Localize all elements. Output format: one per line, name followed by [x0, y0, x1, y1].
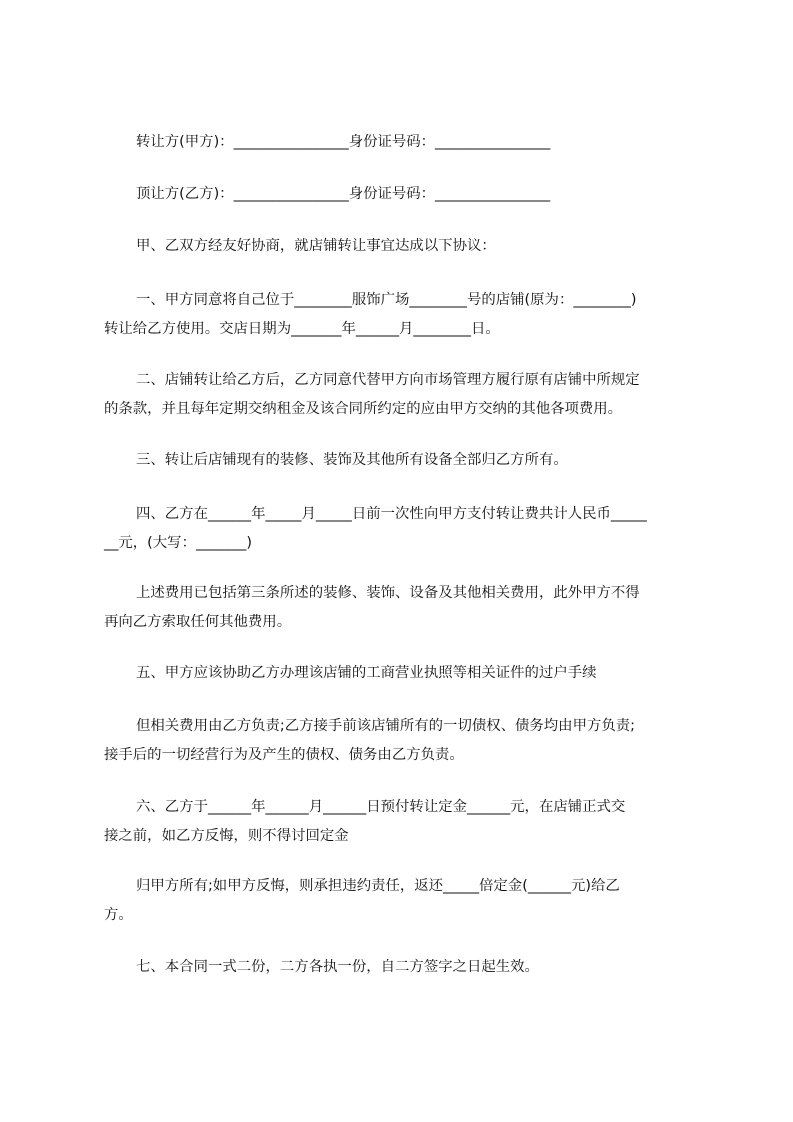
text-line: 六、乙方于______年______月______日预付转让定金______元，在店铺正式交: [136, 799, 626, 815]
clause-3: [104, 446, 702, 475]
clause-2: [104, 366, 702, 424]
clause-6: [104, 793, 702, 851]
clause-6-note: [104, 872, 702, 930]
text-line: __元，(大写：_______): [104, 535, 252, 551]
text-line: 顶让方(乙方)：________________身份证号码：________________: [136, 186, 551, 202]
text-line: 上述费用已包括第三条所述的装修、装饰、设备及其他相关费用，此外甲方不得: [136, 585, 640, 601]
text-line: 再向乙方索取任何其他费用。: [104, 614, 292, 630]
clause-4-note: [104, 579, 702, 637]
text-line: 一、甲方同意将自己位于________服饰广场________号的店铺(原为：________): [136, 292, 637, 308]
clause-5-note: [104, 712, 702, 770]
text-line: 接手后的一切经营行为及产生的债权、债务由乙方负责。: [104, 747, 464, 763]
text-line: 接之前，如乙方反悔，则不得讨回定金: [104, 828, 349, 844]
text-line: 但相关费用由乙方负责;乙方接手前该店铺所有的一切债权、债务均由甲方负责;: [136, 718, 635, 734]
agreement-intro: [104, 232, 702, 261]
text-line: 五、甲方应该协助乙方办理该店铺的工商营业执照等相关证件的过户手续: [136, 665, 597, 681]
clause-1: [104, 286, 702, 344]
text-line: 归甲方所有;如甲方反悔，则承担违约责任，返还_____倍定金(______元)给乙: [136, 878, 620, 894]
text-line: 方。: [104, 907, 133, 923]
text-line: 四、乙方在______年_____月_____日前一次性向甲方支付转让费共计人民币_____: [136, 506, 647, 522]
text-line: 转让给乙方使用。交店日期为_______年______月________日。: [104, 321, 500, 337]
transferee-line: [104, 180, 702, 209]
clause-5: [104, 659, 702, 688]
text-line: 甲、乙双方经友好协商，就店铺转让事宜达成以下协议：: [136, 238, 496, 254]
text-line: 的条款，并且每年定期交纳租金及该合同所约定的应由甲方交纳的其他各项费用。: [104, 401, 623, 417]
clause-7: [104, 953, 702, 982]
text-line: 三、转让后店铺现有的装修、装饰及其他所有设备全部归乙方所有。: [136, 452, 568, 468]
clause-4: [104, 500, 702, 558]
transferor-line: [104, 128, 702, 157]
text-line: 二、店铺转让给乙方后，乙方同意代替甲方向市场管理方履行原有店铺中所规定: [136, 372, 640, 388]
text-line: 七、本合同一式二份，二方各执一份，自二方签字之日起生效。: [136, 959, 539, 975]
text-line: 转让方(甲方)：________________身份证号码：________________: [136, 134, 551, 150]
